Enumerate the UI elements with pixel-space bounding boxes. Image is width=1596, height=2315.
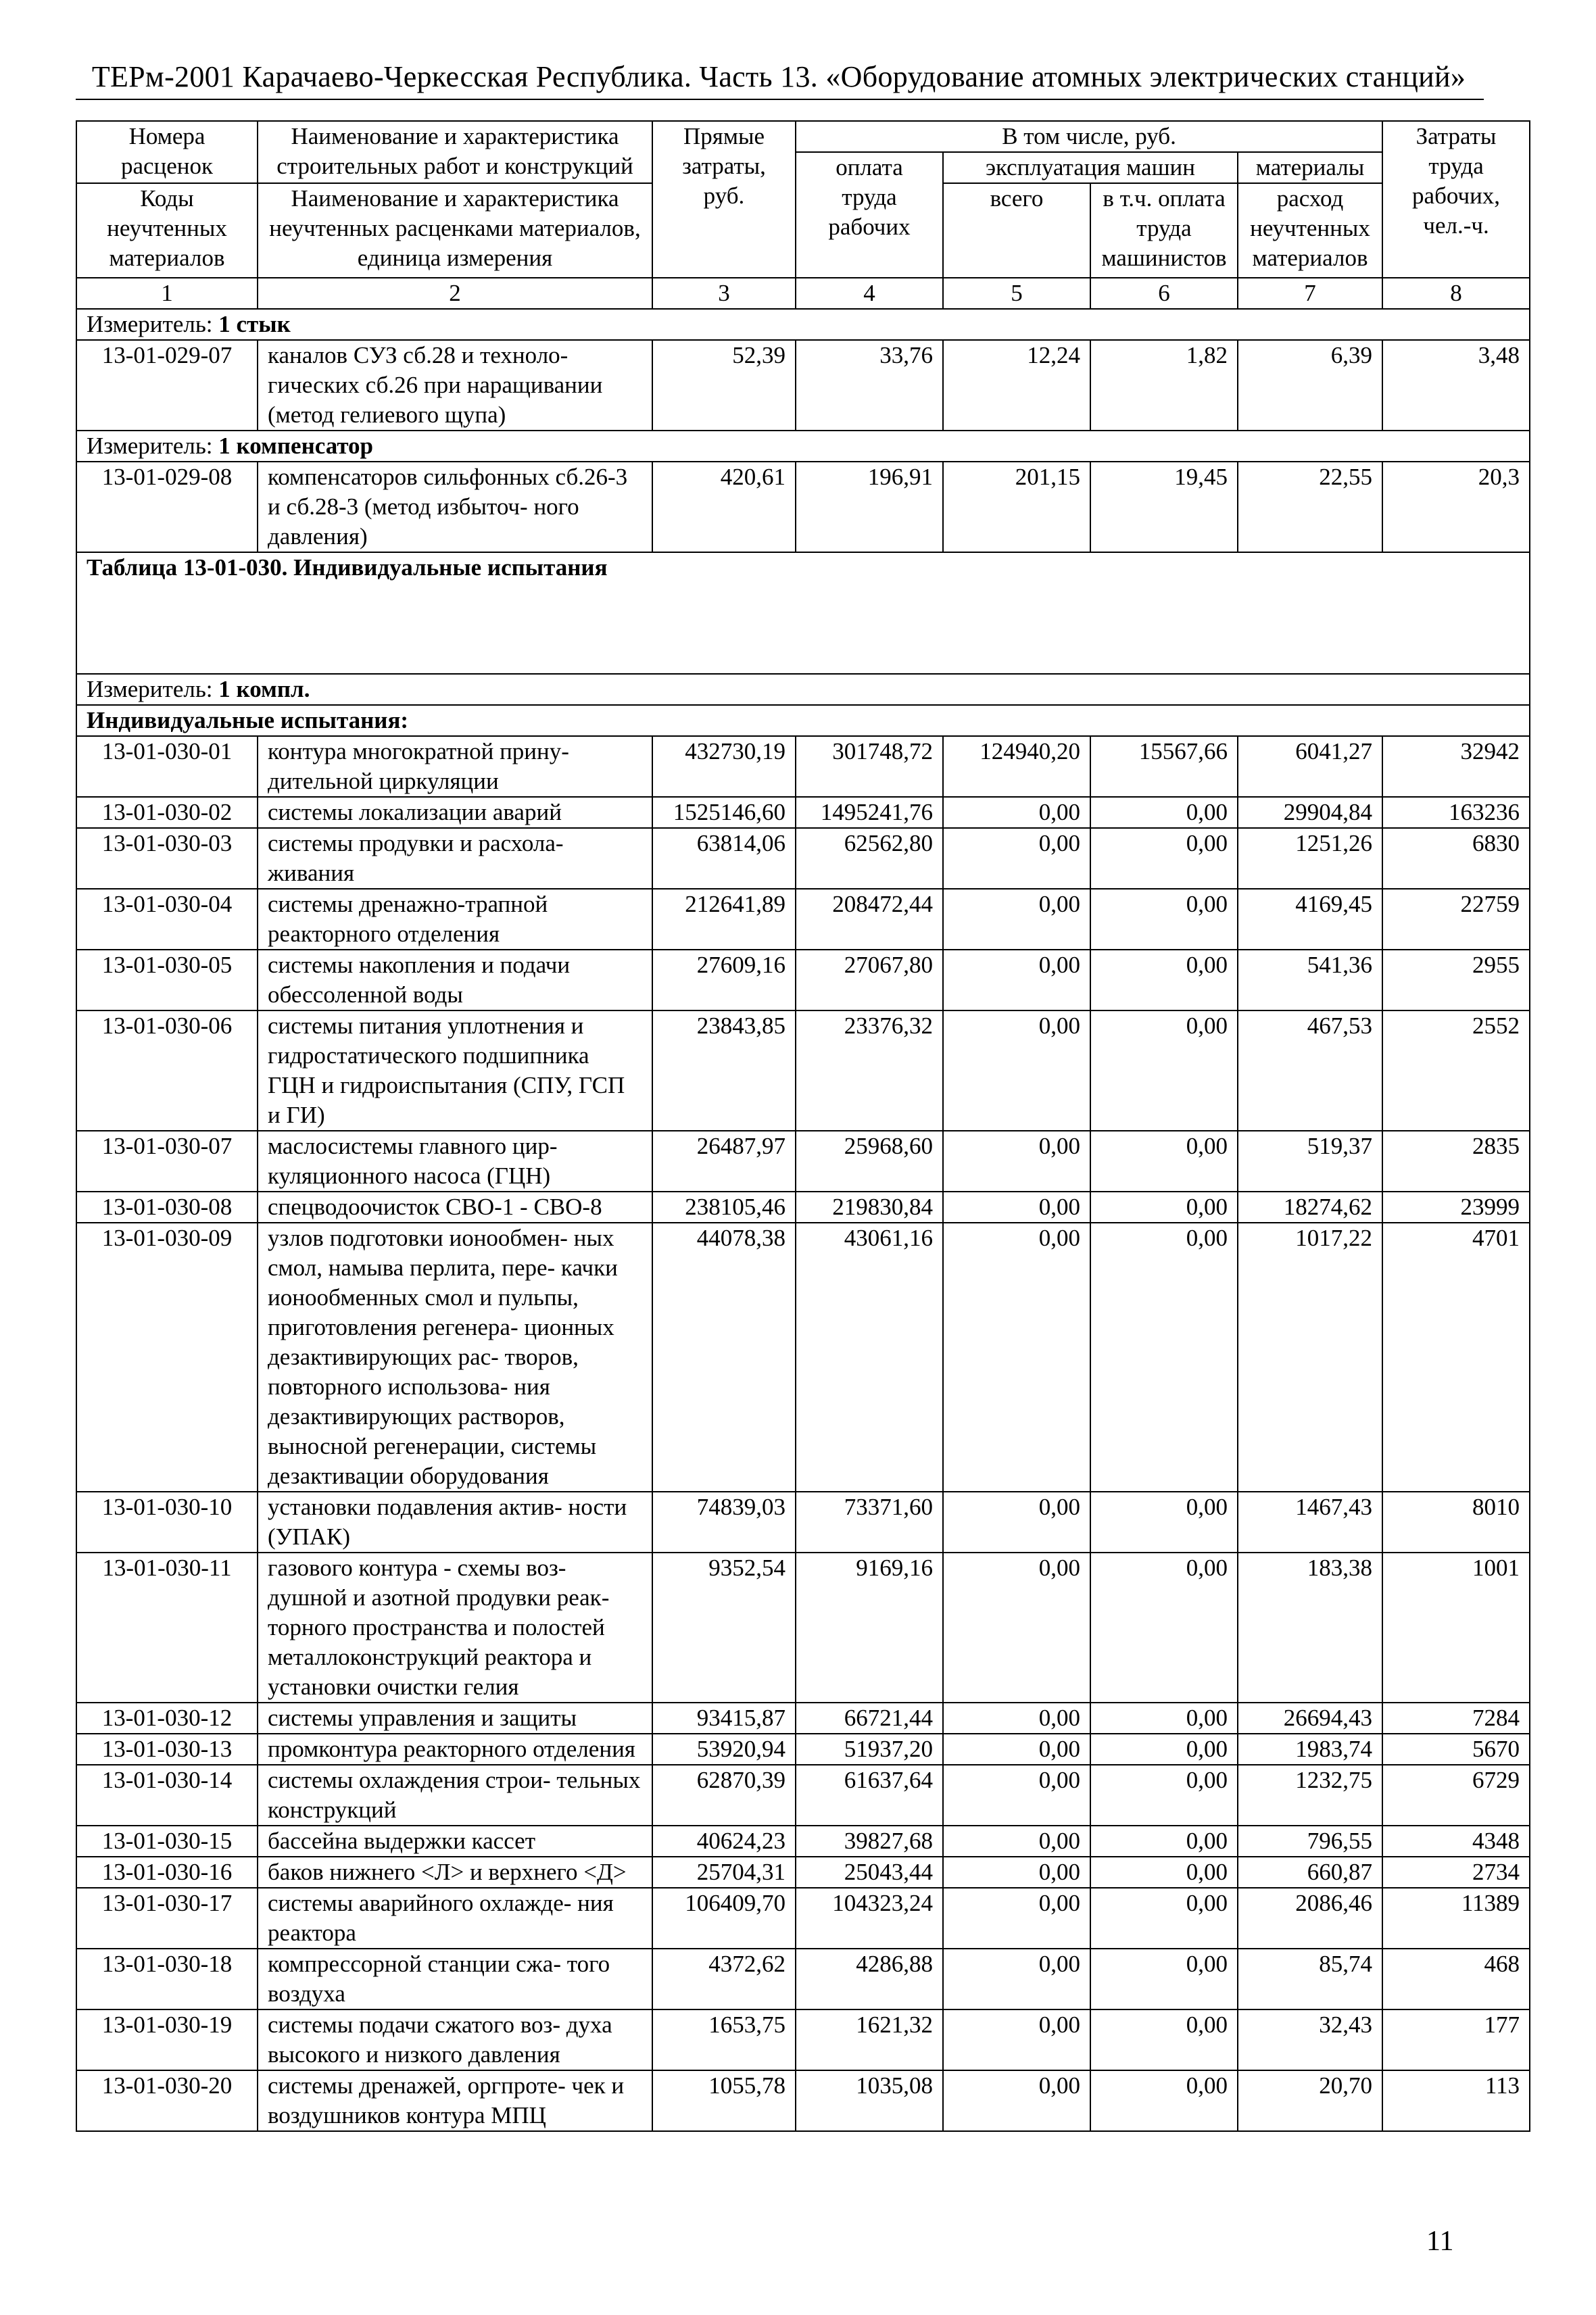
materials-cost: 796,55: [1238, 1826, 1382, 1857]
machine-total: 0,00: [943, 1734, 1090, 1765]
table-row: [76, 1492, 1530, 1553]
worker-pay: 1621,32: [796, 2009, 943, 2070]
table-title: Таблица 13-01-030. Индивидуальные испытания: [76, 552, 1530, 674]
work-description: системы продувки и расхола- живания: [258, 828, 652, 889]
rate-code: 13-01-029-08: [76, 462, 258, 552]
labor-costs: 4348: [1382, 1826, 1530, 1857]
worker-pay: 25968,60: [796, 1131, 943, 1192]
machinist-pay: 1,82: [1090, 340, 1238, 431]
direct-costs: 238105,46: [652, 1192, 796, 1223]
column-number: 8: [1382, 278, 1530, 309]
machinist-pay: 0,00: [1090, 1223, 1238, 1492]
column-number: 6: [1090, 278, 1238, 309]
header-including: В том числе, руб.: [796, 121, 1382, 152]
machine-total: 0,00: [943, 1010, 1090, 1131]
work-description: спецводоочисток СВО-1 - СВО-8: [258, 1192, 652, 1223]
labor-costs: 2955: [1382, 950, 1530, 1010]
rate-code: 13-01-030-14: [76, 1765, 258, 1826]
labor-costs: 4701: [1382, 1223, 1530, 1492]
materials-cost: 29904,84: [1238, 797, 1382, 828]
machinist-pay: 0,00: [1090, 1010, 1238, 1131]
measure-label: Измеритель:: [87, 433, 219, 459]
work-description: узлов подготовки ионообмен- ных смол, намыва перлита, пере- качки ионообменных смол и пульпы, приготовления регенера- ционных дезактивирующих рас- творов, повторного использова- ния дезактивирующих растворов, выносной регенерации, системы дезактивации оборудования: [258, 1223, 652, 1492]
work-description: каналов СУЗ сб.28 и техноло- гических сб.26 при наращивании (метод гелиевого щупа): [258, 340, 652, 431]
machine-total: 201,15: [943, 462, 1090, 552]
materials-cost: 1467,43: [1238, 1492, 1382, 1553]
materials-cost: 660,87: [1238, 1857, 1382, 1888]
labor-costs: 2835: [1382, 1131, 1530, 1192]
materials-cost: 467,53: [1238, 1010, 1382, 1131]
machinist-pay: 0,00: [1090, 797, 1238, 828]
labor-costs: 2552: [1382, 1010, 1530, 1131]
materials-cost: 18274,62: [1238, 1192, 1382, 1223]
direct-costs: 1525146,60: [652, 797, 796, 828]
machinist-pay: 0,00: [1090, 1949, 1238, 2009]
rate-code: 13-01-030-18: [76, 1949, 258, 2009]
direct-costs: 53920,94: [652, 1734, 796, 1765]
direct-costs: 1653,75: [652, 2009, 796, 2070]
rate-code: 13-01-030-04: [76, 889, 258, 950]
table-row: [76, 1949, 1530, 2009]
machine-total: 0,00: [943, 1826, 1090, 1857]
machinist-pay: 0,00: [1090, 1734, 1238, 1765]
labor-costs: 2734: [1382, 1857, 1530, 1888]
machinist-pay: 0,00: [1090, 1553, 1238, 1703]
section-title: Индивидуальные испытания:: [76, 705, 1530, 736]
machinist-pay: 0,00: [1090, 1131, 1238, 1192]
table-row: [76, 2009, 1530, 2070]
table-row: [76, 340, 1530, 431]
worker-pay: 9169,16: [796, 1553, 943, 1703]
table-row: [76, 1223, 1530, 1492]
direct-costs: 106409,70: [652, 1888, 796, 1949]
rate-code: 13-01-029-07: [76, 340, 258, 431]
machinist-pay: 0,00: [1090, 1492, 1238, 1553]
machine-total: 0,00: [943, 1553, 1090, 1703]
header-rate-numbers: Номера расценок: [76, 121, 258, 183]
labor-costs: 468: [1382, 1949, 1530, 2009]
materials-cost: 519,37: [1238, 1131, 1382, 1192]
measure-label: Измеритель:: [87, 676, 219, 702]
worker-pay: 301748,72: [796, 736, 943, 797]
work-description: газового контура - схемы воз- душной и азотной продувки реак- торного пространства и полостей металлоконструкций реактора и установки очистки гелия: [258, 1553, 652, 1703]
materials-cost: 1232,75: [1238, 1765, 1382, 1826]
worker-pay: 43061,16: [796, 1223, 943, 1492]
header-material-codes: Коды неучтенных материалов: [76, 183, 258, 278]
machinist-pay: 19,45: [1090, 462, 1238, 552]
machine-total: 0,00: [943, 1192, 1090, 1223]
machinist-pay: 0,00: [1090, 1703, 1238, 1734]
worker-pay: 62562,80: [796, 828, 943, 889]
labor-costs: 6729: [1382, 1765, 1530, 1826]
direct-costs: 27609,16: [652, 950, 796, 1010]
materials-cost: 2086,46: [1238, 1888, 1382, 1949]
labor-costs: 11389: [1382, 1888, 1530, 1949]
direct-costs: 25704,31: [652, 1857, 796, 1888]
direct-costs: 63814,06: [652, 828, 796, 889]
machine-total: 0,00: [943, 1131, 1090, 1192]
work-description: системы подачи сжатого воз- духа высокого и низкого давления: [258, 2009, 652, 2070]
worker-pay: 51937,20: [796, 1734, 943, 1765]
labor-costs: 177: [1382, 2009, 1530, 2070]
rate-code: 13-01-030-08: [76, 1192, 258, 1223]
materials-cost: 1017,22: [1238, 1223, 1382, 1492]
direct-costs: 44078,38: [652, 1223, 796, 1492]
table-row: [76, 797, 1530, 828]
machinist-pay: 0,00: [1090, 1888, 1238, 1949]
materials-cost: 6041,27: [1238, 736, 1382, 797]
rate-code: 13-01-030-19: [76, 2009, 258, 2070]
work-description: системы дренажно-трапной реакторного отделения: [258, 889, 652, 950]
machine-total: 12,24: [943, 340, 1090, 431]
worker-pay: 219830,84: [796, 1192, 943, 1223]
machine-total: 0,00: [943, 1223, 1090, 1492]
header-material-name: Наименование и характеристика неучтенных расценками материалов, единица измерения: [258, 183, 652, 278]
header-labor-costs: Затраты труда рабочих, чел.-ч.: [1382, 121, 1530, 278]
work-description: системы дренажей, оргпроте- чек и воздушников контура МПЦ: [258, 2070, 652, 2131]
worker-pay: 27067,80: [796, 950, 943, 1010]
machinist-pay: 0,00: [1090, 889, 1238, 950]
table-row: [76, 736, 1530, 797]
labor-costs: 163236: [1382, 797, 1530, 828]
work-description: системы охлаждения строи- тельных конструкций: [258, 1765, 652, 1826]
machine-total: 0,00: [943, 1492, 1090, 1553]
column-number: 2: [258, 278, 652, 309]
work-description: маслосистемы главного цир- куляционного насоса (ГЦН): [258, 1131, 652, 1192]
rate-code: 13-01-030-05: [76, 950, 258, 1010]
header-rule: [76, 99, 1484, 100]
rate-code: 13-01-030-06: [76, 1010, 258, 1131]
header-material-consumption: расход неучтенных материалов: [1238, 183, 1382, 278]
rate-code: 13-01-030-15: [76, 1826, 258, 1857]
machinist-pay: 0,00: [1090, 950, 1238, 1010]
labor-costs: 7284: [1382, 1703, 1530, 1734]
machine-total: 0,00: [943, 1857, 1090, 1888]
materials-cost: 1251,26: [1238, 828, 1382, 889]
table-row: [76, 1010, 1530, 1131]
rate-code: 13-01-030-09: [76, 1223, 258, 1492]
rate-code: 13-01-030-17: [76, 1888, 258, 1949]
materials-cost: 26694,43: [1238, 1703, 1382, 1734]
worker-pay: 196,91: [796, 462, 943, 552]
price-table: [76, 120, 1530, 2132]
direct-costs: 432730,19: [652, 736, 796, 797]
machine-total: 0,00: [943, 1949, 1090, 2009]
direct-costs: 52,39: [652, 340, 796, 431]
measure-unit-row: [76, 309, 1530, 340]
header-machinist-pay: в т.ч. оплата труда машинистов: [1090, 183, 1238, 278]
work-description: системы аварийного охлажде- ния реактора: [258, 1888, 652, 1949]
column-number: 5: [943, 278, 1090, 309]
rate-code: 13-01-030-07: [76, 1131, 258, 1192]
work-description: баков нижнего <Л> и верхнего <Д>: [258, 1857, 652, 1888]
table-row: [76, 889, 1530, 950]
work-description: контура многократной прину- дительной циркуляции: [258, 736, 652, 797]
labor-costs: 8010: [1382, 1492, 1530, 1553]
rate-code: 13-01-030-20: [76, 2070, 258, 2131]
machine-total: 124940,20: [943, 736, 1090, 797]
work-description: установки подавления актив- ности (УПАК): [258, 1492, 652, 1553]
measure-label: Измеритель:: [87, 311, 219, 337]
document-header: ТЕРм-2001 Карачаево-Черкесская Республика. Часть 13. «Оборудование атомных электрических станций»: [91, 60, 1466, 93]
materials-cost: 20,70: [1238, 2070, 1382, 2131]
measure-unit-row: [76, 674, 1530, 705]
machine-total: 0,00: [943, 2070, 1090, 2131]
labor-costs: 32942: [1382, 736, 1530, 797]
work-description: системы локализации аварий: [258, 797, 652, 828]
work-description: бассейна выдержки кассет: [258, 1826, 652, 1857]
measure-unit-row: [76, 431, 1530, 462]
measure-unit: 1 компл.: [218, 676, 310, 702]
machine-total: 0,00: [943, 889, 1090, 950]
work-description: компрессорной станции сжа- того воздуха: [258, 1949, 652, 2009]
direct-costs: 93415,87: [652, 1703, 796, 1734]
table-row: [76, 950, 1530, 1010]
machinist-pay: 0,00: [1090, 1857, 1238, 1888]
work-description: компенсаторов сильфонных сб.26-3 и сб.28-3 (метод избыточ- ного давления): [258, 462, 652, 552]
work-description: системы питания уплотнения и гидростатического подшипника ГЦН и гидроиспытания (СПУ, ГСП и ГИ): [258, 1010, 652, 1131]
direct-costs: 4372,62: [652, 1949, 796, 2009]
rate-code: 13-01-030-11: [76, 1553, 258, 1703]
machinist-pay: 0,00: [1090, 1192, 1238, 1223]
machinist-pay: 0,00: [1090, 2009, 1238, 2070]
header-machine-operation: эксплуатация машин: [943, 152, 1238, 183]
table-row: [76, 1131, 1530, 1192]
rate-code: 13-01-030-13: [76, 1734, 258, 1765]
direct-costs: 1055,78: [652, 2070, 796, 2131]
machine-total: 0,00: [943, 1703, 1090, 1734]
table-row: [76, 1765, 1530, 1826]
column-number: 1: [76, 278, 258, 309]
header-materials: материалы: [1238, 152, 1382, 183]
direct-costs: 40624,23: [652, 1826, 796, 1857]
direct-costs: 212641,89: [652, 889, 796, 950]
worker-pay: 25043,44: [796, 1857, 943, 1888]
worker-pay: 208472,44: [796, 889, 943, 950]
table-row: [76, 1734, 1530, 1765]
work-description: системы накопления и подачи обессоленной воды: [258, 950, 652, 1010]
labor-costs: 22759: [1382, 889, 1530, 950]
table-row: [76, 1857, 1530, 1888]
materials-cost: 22,55: [1238, 462, 1382, 552]
labor-costs: 1001: [1382, 1553, 1530, 1703]
table-row: [76, 1553, 1530, 1703]
machinist-pay: 0,00: [1090, 1826, 1238, 1857]
machinist-pay: 0,00: [1090, 1765, 1238, 1826]
direct-costs: 23843,85: [652, 1010, 796, 1131]
table-row: [76, 1888, 1530, 1949]
measure-unit: 1 компенсатор: [218, 433, 374, 459]
labor-costs: 6830: [1382, 828, 1530, 889]
header-machine-total: всего: [943, 183, 1090, 278]
table-row: [76, 1826, 1530, 1857]
worker-pay: 33,76: [796, 340, 943, 431]
work-description: системы управления и защиты: [258, 1703, 652, 1734]
labor-costs: 113: [1382, 2070, 1530, 2131]
materials-cost: 1983,74: [1238, 1734, 1382, 1765]
column-number: 3: [652, 278, 796, 309]
machine-total: 0,00: [943, 2009, 1090, 2070]
worker-pay: 104323,24: [796, 1888, 943, 1949]
column-number-row: [76, 278, 1530, 309]
machine-total: 0,00: [943, 950, 1090, 1010]
machine-total: 0,00: [943, 1765, 1090, 1826]
direct-costs: 420,61: [652, 462, 796, 552]
rate-code: 13-01-030-02: [76, 797, 258, 828]
worker-pay: 4286,88: [796, 1949, 943, 2009]
machine-total: 0,00: [943, 1888, 1090, 1949]
column-number: 4: [796, 278, 943, 309]
materials-cost: 4169,45: [1238, 889, 1382, 950]
header-direct-costs: Прямые затраты, руб.: [652, 121, 796, 278]
direct-costs: 9352,54: [652, 1553, 796, 1703]
materials-cost: 85,74: [1238, 1949, 1382, 2009]
direct-costs: 62870,39: [652, 1765, 796, 1826]
rate-code: 13-01-030-16: [76, 1857, 258, 1888]
materials-cost: 541,36: [1238, 950, 1382, 1010]
worker-pay: 1495241,76: [796, 797, 943, 828]
machine-total: 0,00: [943, 797, 1090, 828]
header-work-name: Наименование и характеристика строительных работ и конструкций: [258, 121, 652, 183]
rate-code: 13-01-030-10: [76, 1492, 258, 1553]
header-worker-pay: оплата труда рабочих: [796, 152, 943, 278]
table-row: [76, 828, 1530, 889]
worker-pay: 23376,32: [796, 1010, 943, 1131]
worker-pay: 39827,68: [796, 1826, 943, 1857]
column-number: 7: [1238, 278, 1382, 309]
rate-code: 13-01-030-01: [76, 736, 258, 797]
materials-cost: 183,38: [1238, 1553, 1382, 1703]
materials-cost: 32,43: [1238, 2009, 1382, 2070]
table-row: [76, 2070, 1530, 2131]
page-number: 11: [1426, 2226, 1454, 2257]
labor-costs: 20,3: [1382, 462, 1530, 552]
labor-costs: 3,48: [1382, 340, 1530, 431]
materials-cost: 6,39: [1238, 340, 1382, 431]
table-row: [76, 1192, 1530, 1223]
work-description: промконтура реакторного отделения: [258, 1734, 652, 1765]
worker-pay: 66721,44: [796, 1703, 943, 1734]
labor-costs: 23999: [1382, 1192, 1530, 1223]
direct-costs: 74839,03: [652, 1492, 796, 1553]
rate-code: 13-01-030-03: [76, 828, 258, 889]
direct-costs: 26487,97: [652, 1131, 796, 1192]
worker-pay: 73371,60: [796, 1492, 943, 1553]
machinist-pay: 15567,66: [1090, 736, 1238, 797]
machinist-pay: 0,00: [1090, 828, 1238, 889]
worker-pay: 1035,08: [796, 2070, 943, 2131]
machinist-pay: 0,00: [1090, 2070, 1238, 2131]
labor-costs: 5670: [1382, 1734, 1530, 1765]
worker-pay: 61637,64: [796, 1765, 943, 1826]
rate-code: 13-01-030-12: [76, 1703, 258, 1734]
table-row: [76, 462, 1530, 552]
machine-total: 0,00: [943, 828, 1090, 889]
measure-unit: 1 стык: [218, 311, 291, 337]
table-row: [76, 1703, 1530, 1734]
